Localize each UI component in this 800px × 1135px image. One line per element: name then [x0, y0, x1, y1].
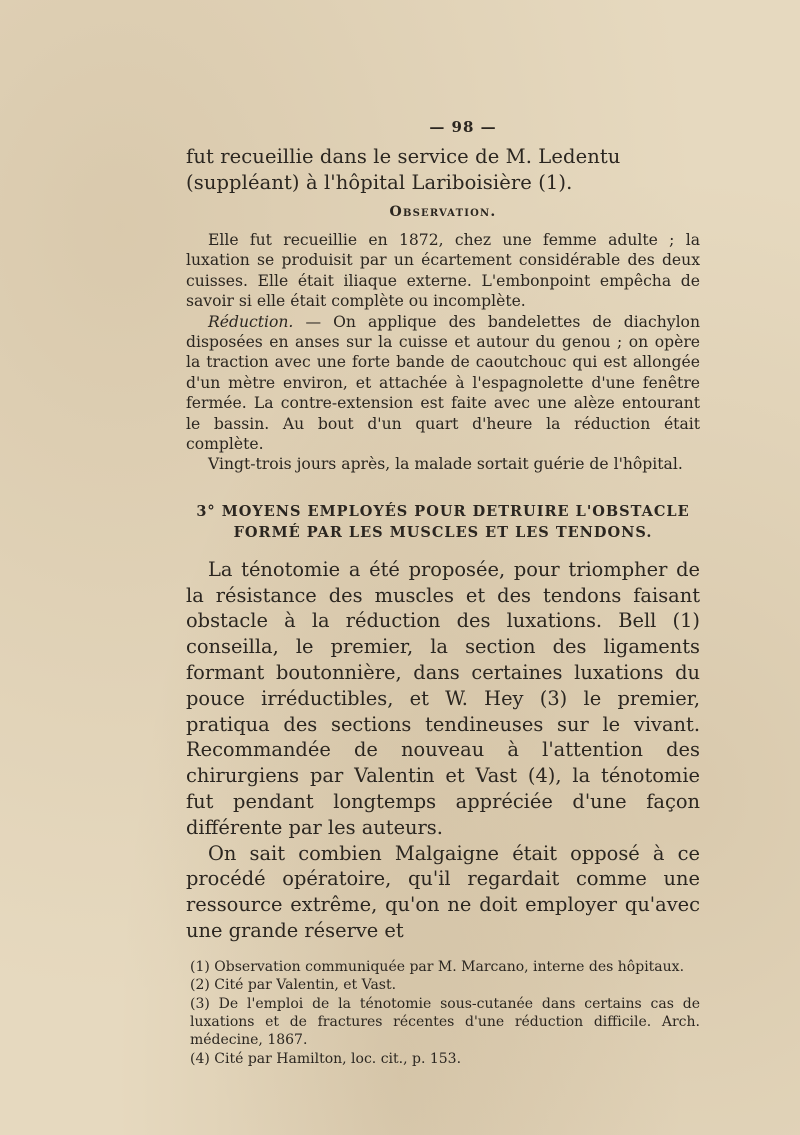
- footnotes: [186, 958, 700, 1068]
- outcome-paragraph: Vingt-trois jours après, la malade sortait guérie de l'hôpital.: [208, 455, 683, 474]
- body-paragraph: On sait combien Malgaigne était opposé à ce procédé opératoire, qu'il regardait comme une ressource extrême, qu'on ne doit employer qu'avec une grande réserve et: [186, 841, 700, 943]
- footnote: (4) Cité par Hamilton, loc. cit., p. 153.: [190, 1050, 462, 1067]
- footnote: (3) De l'emploi de la ténotomie sous-cutanée dans certains cas de luxations et de fractures récentes d'une réduction difficile. Arch. médecine, 1867.: [190, 995, 700, 1049]
- section-heading: 3° MOYENS EMPLOYÉS POUR DETRUIRE L'OBSTACLE FORMÉ PAR LES MUSCLES ET LES TENDONS.: [196, 502, 690, 541]
- document-page: [186, 118, 700, 1068]
- footnote: (2) Cité par Valentin, et Vast.: [190, 977, 397, 994]
- observation-paragraph: Elle fut recueillie en 1872, chez une femme adulte ; la luxation se produisit par un écartement considérable des deux cuisses. Elle était iliaque externe. L'embonpoint empêcha de savoir si elle était complète ou incomplète.: [186, 231, 700, 311]
- footnote: (1) Observation communiquée par M. Marcano, interne des hôpitaux.: [190, 958, 685, 975]
- observation-title: Observation.: [389, 204, 497, 220]
- body-paragraph: La ténotomie a été proposée, pour triompher de la résistance des muscles et des tendons faisant obstacle à la réduction des luxations. Bell (1) conseilla, le premier, la section des ligaments formant boutonnière, dans certaines luxations du pouce irréductibles, et W. Hey (3) le premier, pratiqua des sections tendineuses sur le vivant. Recommandée de nouveau à l'attention des chirurgiens par Valentin et Vast (4), la ténotomie fut pendant longtemps appréciée d'une façon différente par les auteurs.: [186, 557, 700, 839]
- intro-paragraph: fut recueillie dans le service de M. Ledentu (suppléant) à l'hôpital Lariboisière (1).: [186, 145, 621, 194]
- page-number: — 98 —: [429, 118, 497, 136]
- reduction-label: Réduction.: [208, 312, 294, 331]
- reduction-text: — On applique des bandelettes de diachylon disposées en anses sur la cuisse et autour du genou ; on opère la traction avec une forte bande de caoutchouc qui est allongée d'un mètre environ, et attachée à l'espagnolette d'une fenêtre fermée. La contre-extension est faite avec une alèze entourant le bassin. Au bout d'un quart d'heure la réduction était complète.: [186, 312, 700, 454]
- reduction-paragraph: [186, 312, 700, 455]
